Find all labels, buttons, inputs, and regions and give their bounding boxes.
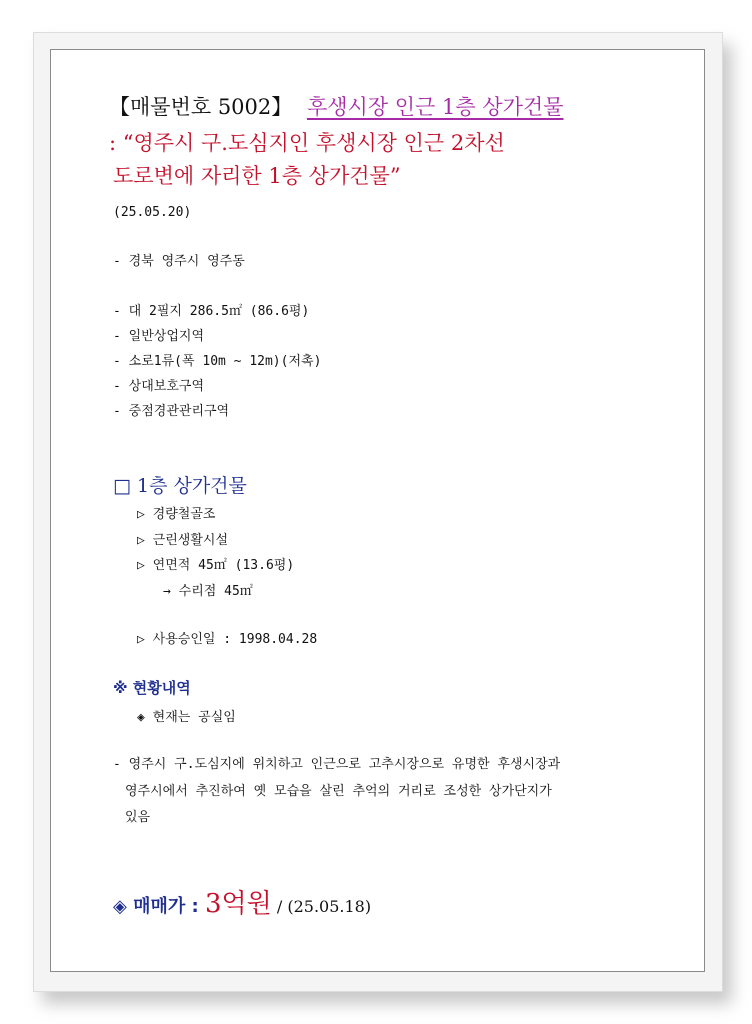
approval-date: ▷ 사용승인일 : 1998.04.28 — [137, 632, 318, 647]
document-page — [50, 49, 705, 972]
land-item: - 소로1류(폭 10m ~ 12m)(저촉) — [113, 354, 322, 369]
status-item: ◈ 현재는 공실임 — [137, 710, 236, 725]
price-label: ◈ 매매가 : — [113, 896, 206, 917]
building-area: ▷ 연면적 45㎡ (13.6평) — [137, 558, 295, 573]
land-item: - 대 2필지 286.5㎡ (86.6평) — [113, 304, 310, 319]
subtitle-line-2: 도로변에 자리한 1층 상가건물” — [113, 164, 401, 188]
land-item: - 상대보호구역 — [113, 379, 205, 394]
building-use: ▷ 근린생활시설 — [137, 533, 229, 548]
description-line-1: - 영주시 구.도심지에 위치하고 인근으로 고추시장으로 유명한 후생시장과 — [113, 757, 561, 772]
price-line — [113, 888, 371, 923]
listing-title: 후생시장 인근 1층 상가건물 — [306, 95, 564, 119]
land-item: - 일반상업지역 — [113, 329, 205, 344]
status-heading: ※ 현황내역 — [113, 679, 191, 697]
description-line-3: 있음 — [125, 810, 151, 825]
land-item: - 중점경관관리구역 — [113, 404, 230, 419]
description-line-2: 영주시에서 추진하여 옛 모습을 살린 추억의 거리로 조성한 상가단지가 — [125, 784, 552, 799]
subtitle-line-1: : “영주시 구.도심지인 후생시장 인근 2차선 — [109, 131, 505, 155]
building-area-detail: → 수리점 45㎡ — [163, 584, 253, 599]
listing-date: (25.05.20) — [113, 205, 192, 220]
price-date: / (25.05.18) — [276, 897, 372, 916]
price-value: 3억원 — [205, 889, 272, 919]
location: - 경북 영주시 영주동 — [113, 254, 245, 269]
building-heading: □ 1층 상가건물 — [113, 475, 247, 497]
building-structure: ▷ 경량철골조 — [137, 507, 216, 522]
listing-number: 【매물번호 5002】 — [109, 95, 293, 119]
header-line — [109, 94, 564, 120]
